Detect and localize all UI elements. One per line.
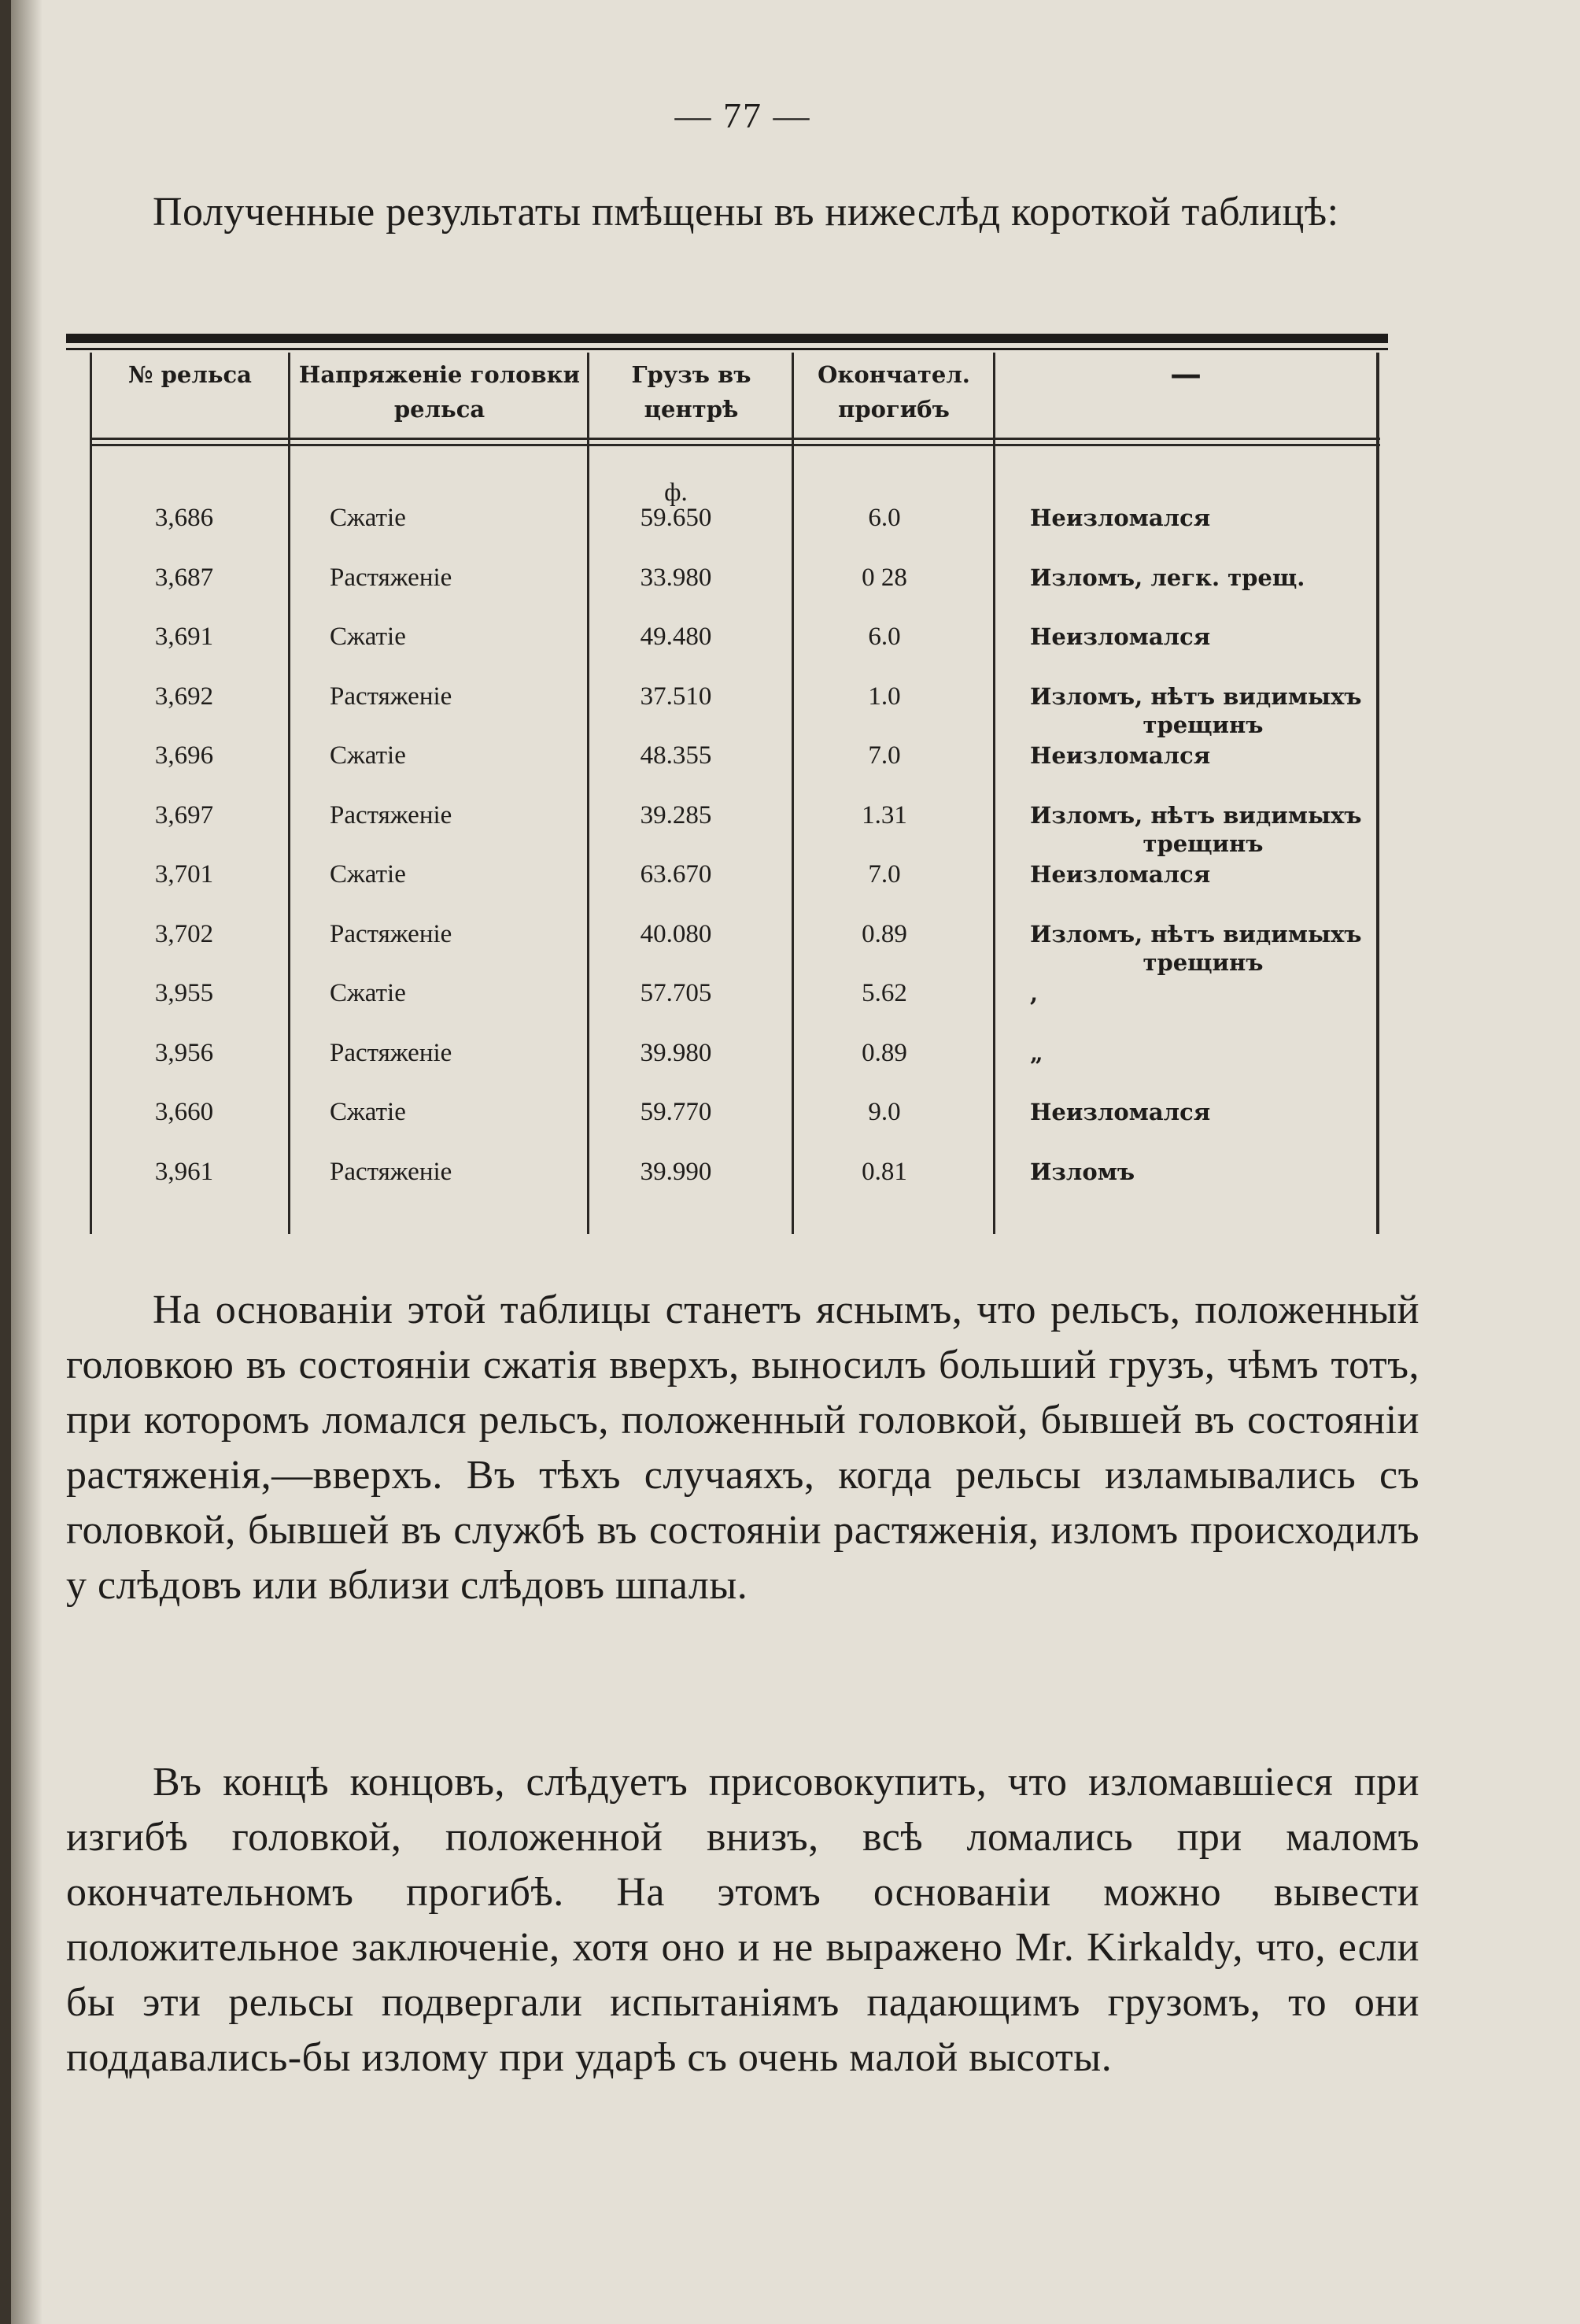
head-stress-cell: Сжатіе — [330, 504, 406, 532]
paragraph-1-text: На основаніи этой таблицы станетъ яснымъ, что рельсъ, положенный головкою въ состояніи сжатія вверхъ, выносилъ больший грузъ, чѣмъ тотъ, при которомъ ломался рельсъ, положенный головкой, бывшей въ состояніи растяженія,—вверхъ. Въ тѣхъ случаяхъ, когда рельсы изламывались съ головкой, бывшей въ службѣ въ состояніи растяженія, изломъ происходилъ у слѣдовъ или вблизи слѣдовъ шпалы. — [66, 1288, 1419, 1608]
head-stress-cell: Растяженіе — [330, 682, 452, 711]
final-deflection-cell: 9.0 — [868, 1098, 901, 1126]
center-load-cell: 49.480 — [640, 623, 712, 651]
final-deflection-cell: 0.89 — [862, 1039, 907, 1067]
final-deflection-cell: 7.0 — [868, 860, 901, 889]
center-load-cell: 59.650 — [640, 504, 712, 532]
remark-cell — [1030, 563, 1376, 592]
head-stress-cell: Растяженіе — [330, 563, 452, 592]
rail-number-cell: 3,702 — [154, 920, 214, 948]
remark-continuation: трещинъ — [1143, 711, 1264, 738]
header-rule-double — [90, 444, 1380, 446]
remark-cell — [1030, 504, 1376, 532]
table-top-rule-thin — [66, 348, 1388, 350]
remark-line: , — [1030, 980, 1039, 1007]
rail-number-cell: 3,686 — [154, 504, 214, 532]
head-stress-cell: Сжатіе — [330, 979, 406, 1007]
center-load-cell: 39.980 — [640, 1039, 712, 1067]
rail-number-cell: 3,692 — [154, 682, 214, 711]
remark-continuation: трещинъ — [1143, 830, 1264, 857]
rail-number-cell: 3,691 — [154, 623, 214, 651]
remark-line: Неизломался — [1030, 623, 1211, 650]
center-load-cell: 39.285 — [640, 801, 712, 829]
head-stress-cell: Растяженіе — [330, 1039, 452, 1067]
center-load-cell: 33.980 — [640, 563, 712, 592]
header-head-stress: Напряженіе головки рельса — [298, 361, 581, 423]
final-deflection-cell: 6.0 — [868, 504, 901, 532]
remark-line: Неизломался — [1030, 861, 1211, 888]
paragraph-2 — [66, 1755, 1419, 2086]
remark-line: Изломъ, нѣтъ видимыхъ — [1030, 921, 1362, 948]
remark-line: Изломъ — [1030, 1158, 1135, 1185]
final-deflection-cell: 1.0 — [868, 682, 901, 711]
remark-line: Изломъ, нѣтъ видимыхъ — [1030, 683, 1362, 710]
rail-number-cell: 3,955 — [154, 979, 214, 1007]
final-deflection-cell: 6.0 — [868, 623, 901, 651]
head-stress-cell: Сжатіе — [330, 1098, 406, 1126]
load-unit: ф. — [664, 478, 688, 507]
header-rule — [90, 438, 1380, 440]
header-remarks: — — [1170, 356, 1202, 393]
final-deflection-cell: 5.62 — [862, 979, 907, 1007]
head-stress-cell: Сжатіе — [330, 741, 406, 770]
center-load-cell: 59.770 — [640, 1098, 712, 1126]
rail-number-cell: 3,697 — [154, 801, 214, 829]
final-deflection-cell: 0.89 — [862, 920, 907, 948]
remark-cell — [1030, 979, 1376, 1007]
remark-line: „ — [1030, 1040, 1043, 1066]
column-divider — [288, 353, 290, 1234]
page-number: — 77 — — [674, 95, 811, 135]
rail-number-cell: 3,956 — [154, 1039, 214, 1067]
final-deflection-cell: 7.0 — [868, 741, 901, 770]
remark-cell — [1030, 1158, 1376, 1186]
center-load-cell: 48.355 — [640, 741, 712, 770]
center-load-cell: 57.705 — [640, 979, 712, 1007]
remark-cell — [1030, 1098, 1376, 1126]
table-border-right — [1376, 353, 1379, 1234]
head-stress-cell: Сжатіе — [330, 623, 406, 651]
remark-cell — [1030, 623, 1376, 651]
remark-line: Изломъ, нѣтъ видимыхъ — [1030, 802, 1362, 829]
head-stress-cell: Растяженіе — [330, 1158, 452, 1186]
remark-continuation: трещинъ — [1143, 949, 1264, 976]
head-stress-cell: Растяженіе — [330, 920, 452, 948]
final-deflection-cell: 0 28 — [862, 563, 907, 592]
remark-cell — [1030, 682, 1376, 739]
final-deflection-cell: 0.81 — [862, 1158, 907, 1186]
center-load-cell: 37.510 — [640, 682, 712, 711]
header-center-load: Грузъ въ центрѣ — [631, 361, 751, 423]
table-top-rule-thick — [66, 334, 1388, 343]
results-table — [90, 353, 1380, 1234]
column-divider — [993, 353, 995, 1234]
rail-number-cell: 3,696 — [154, 741, 214, 770]
remark-line: Неизломался — [1030, 504, 1211, 531]
header-final-deflection: Окончател. прогибъ — [818, 361, 970, 423]
rail-number-cell: 3,961 — [154, 1158, 214, 1186]
book-page — [11, 0, 1580, 2324]
rail-number-cell: 3,660 — [154, 1098, 214, 1126]
head-stress-cell: Сжатіе — [330, 860, 406, 889]
page-edge-shadow — [11, 0, 42, 2324]
remark-cell — [1030, 920, 1376, 977]
paragraph-1 — [66, 1283, 1419, 1613]
center-load-cell: 63.670 — [640, 860, 712, 889]
remark-line: Неизломался — [1030, 742, 1211, 769]
remark-cell — [1030, 741, 1376, 770]
remark-line: Изломъ, легк. трещ. — [1030, 564, 1305, 591]
remark-cell — [1030, 860, 1376, 889]
head-stress-cell: Растяженіе — [330, 801, 452, 829]
paragraph-2-text: Въ концѣ концовъ, слѣдуетъ присовокупить, что изломавшiеся при изгибѣ головкой, положенной внизъ, всѣ ломались при маломъ окончательномъ прогибѣ. На этомъ основаніи можно вывести положительное заключеніе, хотя оно и не выражено Mr. Kirkaldy, что, если бы эти рельсы подвергали испытаніямъ падающимъ грузомъ, то они поддавались-бы излому при ударѣ съ очень малой высоты. — [66, 1760, 1419, 2080]
intro-paragraph — [66, 185, 1419, 240]
final-deflection-cell: 1.31 — [862, 801, 907, 829]
header-rail-number: № рельса — [128, 361, 252, 388]
remark-cell — [1030, 801, 1376, 858]
center-load-cell: 40.080 — [640, 920, 712, 948]
intro-text: Полученные результаты пмѣщены въ нижеслѣд короткой таблицѣ: — [153, 190, 1339, 235]
remark-line: Неизломался — [1030, 1099, 1211, 1125]
rail-number-cell: 3,701 — [154, 860, 214, 889]
center-load-cell: 39.990 — [640, 1158, 712, 1186]
remark-cell — [1030, 1039, 1376, 1067]
rail-number-cell: 3,687 — [154, 563, 214, 592]
